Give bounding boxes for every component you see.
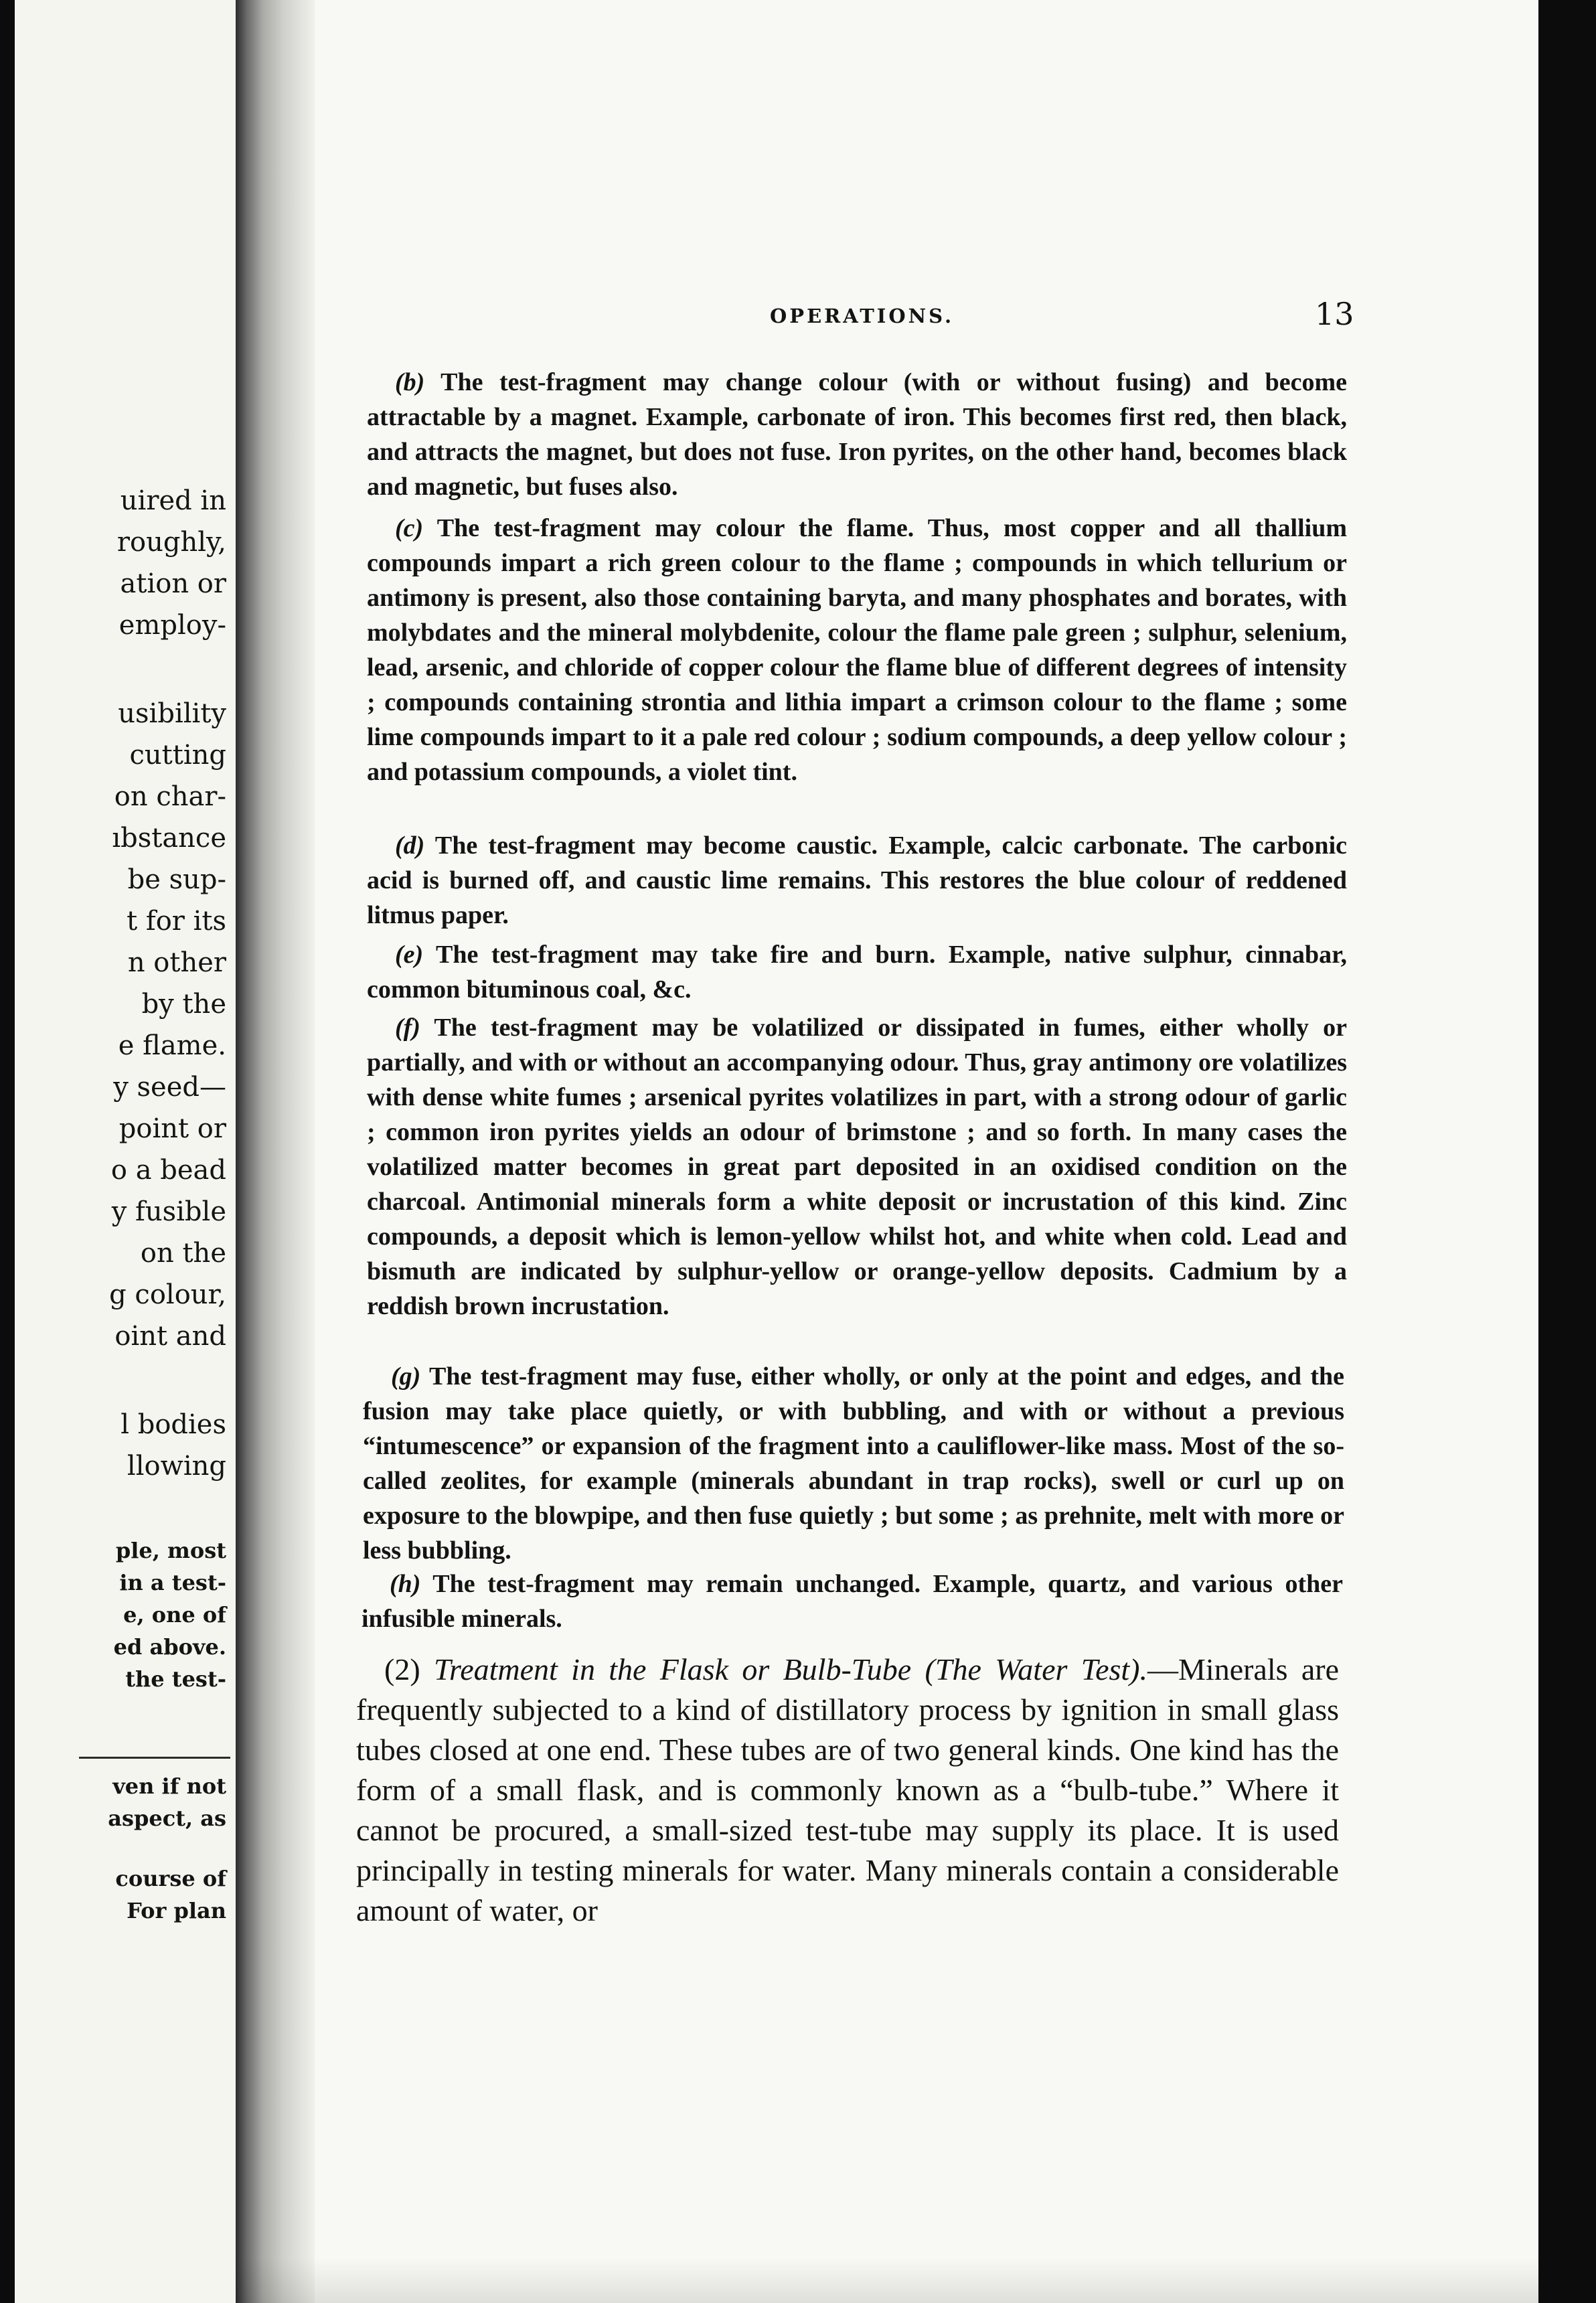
facing-footnote-line: ven if not (112, 1773, 226, 1799)
paragraph-h (362, 1567, 1343, 1636)
section-2-paragraph (356, 1650, 1339, 1931)
facing-page-line: be sup- (127, 864, 226, 895)
facing-page-line: by the (141, 989, 226, 1020)
facing-page-line: cutting (129, 740, 226, 771)
book-gutter-shadow (236, 0, 315, 2303)
facing-page-line: y fusible (111, 1196, 226, 1227)
facing-page-line: ple, most (115, 1538, 226, 1563)
facing-page-line: usibility (118, 698, 226, 729)
paragraph-f-label: (f) (395, 1014, 420, 1042)
facing-page-line: point or (118, 1113, 226, 1144)
facing-footnote-line: aspect, as (108, 1806, 226, 1831)
scan-border-left (0, 0, 15, 2303)
facing-page-line: g colour, (109, 1279, 226, 1310)
facing-page-line: o a bead (110, 1155, 226, 1186)
paragraph-f (367, 1010, 1347, 1324)
facing-page-line: e flame. (118, 1030, 226, 1061)
facing-page-line: roughly, (116, 527, 226, 558)
running-head: OPERATIONS. (770, 305, 955, 327)
page-number: 13 (1315, 296, 1354, 332)
facing-footnote-line: course of (115, 1866, 226, 1891)
paragraph-d-text: The test-fragment may become caustic. Example, calcic carbonate. The carbonic acid is burned off, and caustic lime remains. This restores the blue colour of reddened litmus paper. (367, 831, 1347, 929)
paragraph-f-text: The test-fragment may be volatilized or dissipated in fumes, either wholly or partially, and with or without an accompanying odour. Thus, gray antimony ore volatilizes with dense white fumes ; arsenical pyrites volatilizes in part, with a strong odour of garlic ; common iron pyrites yields an odour of brimstone ; and so forth. In many cases the volatilized matter becomes in great part deposited in an oxidised condition on the charcoal. Antimonial minerals form a white deposit or incrustation of this kind. Zinc compounds, a deposit which is lemon-yellow whilst hot, and white when cold. Lead and bismuth are indicated by sulphur-yellow or orange-yellow deposits. Cadmium by a reddish brown incrustation. (367, 1014, 1347, 1320)
facing-page-line: e, one of (123, 1602, 226, 1627)
paragraph-b (367, 365, 1347, 504)
paragraph-c-text: The test-fragment may colour the flame. Thus, most copper and all thallium compounds impart a rich green colour to the flame ; compounds in which tellurium or antimony is present, also those containing baryta, and many phosphates and borates, with molybdates and the mineral molybdenite, colour the flame pale green ; sulphur, selenium, lead, arsenic, and chloride of copper colour the flame blue of different degrees of intensity ; compounds containing strontia and lithia impart a crimson colour to the flame ; some lime compounds impart to it a pale red colour ; sodium compounds, a deep yellow colour ; and potassium compounds, a violet tint. (367, 514, 1347, 786)
facing-page-line: oint and (114, 1321, 226, 1352)
facing-page-line: l bodies (121, 1409, 226, 1440)
facing-page-line: ıbstance (112, 823, 226, 854)
paragraph-b-label: (b) (395, 368, 425, 396)
facing-page-line: uired in (120, 485, 226, 516)
paragraph-c-label: (c) (395, 514, 424, 542)
facing-page-line: employ- (118, 610, 226, 641)
paragraph-d-label: (d) (395, 831, 425, 860)
footnote-rule (79, 1757, 230, 1759)
facing-page-line: on the (140, 1238, 226, 1269)
scan-border-right (1538, 0, 1596, 2303)
paragraph-e-label: (e) (395, 941, 424, 969)
paragraph-d (367, 828, 1347, 933)
facing-page-line: llowing (127, 1451, 226, 1482)
paragraph-g (363, 1359, 1344, 1568)
page-bottom-shadow (236, 2257, 1538, 2303)
facing-page-line: on char- (114, 781, 226, 812)
facing-page-line: in a test- (119, 1570, 226, 1595)
paragraph-h-text: The test-fragment may remain unchanged. Example, quartz, and various other infusible minerals. (362, 1570, 1343, 1633)
paragraph-c (367, 511, 1347, 789)
facing-page-line: the test- (125, 1666, 226, 1692)
paragraph-b-text: The test-fragment may change colour (with or without fusing) and become attractable by a magnet. Example, carbonate of iron. This becomes first red, then black, and attracts the magnet, but does not fuse. Iron pyrites, on the other hand, becomes black and magnetic, but fuses also. (367, 368, 1347, 501)
facing-page-line: ed above. (113, 1634, 226, 1660)
section-2-text: —Minerals are frequently subjected to a kind of distillatory process by ignition in small glass tubes closed at one end. These tubes are of two general kinds. One kind has the form of a small flask, and is commonly known as a “bulb-tube.” Where it cannot be procured, a small-sized test-tube may supply its place. It is used principally in testing minerals for water. Many minerals contain a considerable amount of water, or (356, 1652, 1340, 1927)
facing-page-line: t for its (127, 906, 226, 937)
facing-page-line: y seed— (113, 1072, 226, 1103)
section-2-number: (2) (384, 1652, 420, 1686)
facing-page-line: n other (127, 947, 226, 978)
paragraph-e-text: The test-fragment may take fire and burn. Example, native sulphur, cinnabar, common bituminous coal, &c. (367, 941, 1347, 1004)
facing-page-line: ation or (120, 568, 226, 599)
paragraph-e (367, 937, 1347, 1007)
facing-footnote-line: For plan (127, 1898, 226, 1923)
paragraph-h-label: (h) (390, 1570, 421, 1598)
paragraph-g-text: The test-fragment may fuse, either wholly, or only at the point and edges, and the fusion may take place quietly, or with bubbling, and with or without a previous “intumescence” or expansion of the fragment into a cauliflower-like mass. Most of the so-called zeolites, for example (minerals abundant in trap rocks), swell or curl up on exposure to the blowpipe, and then fuse quietly ; but some ; as prehnite, melt with more or less bubbling. (363, 1362, 1344, 1565)
facing-page-fragment (15, 0, 236, 2303)
paragraph-g-label: (g) (391, 1362, 421, 1391)
section-2-heading: Treatment in the Flask or Bulb-Tube (The Water Test). (433, 1652, 1148, 1686)
